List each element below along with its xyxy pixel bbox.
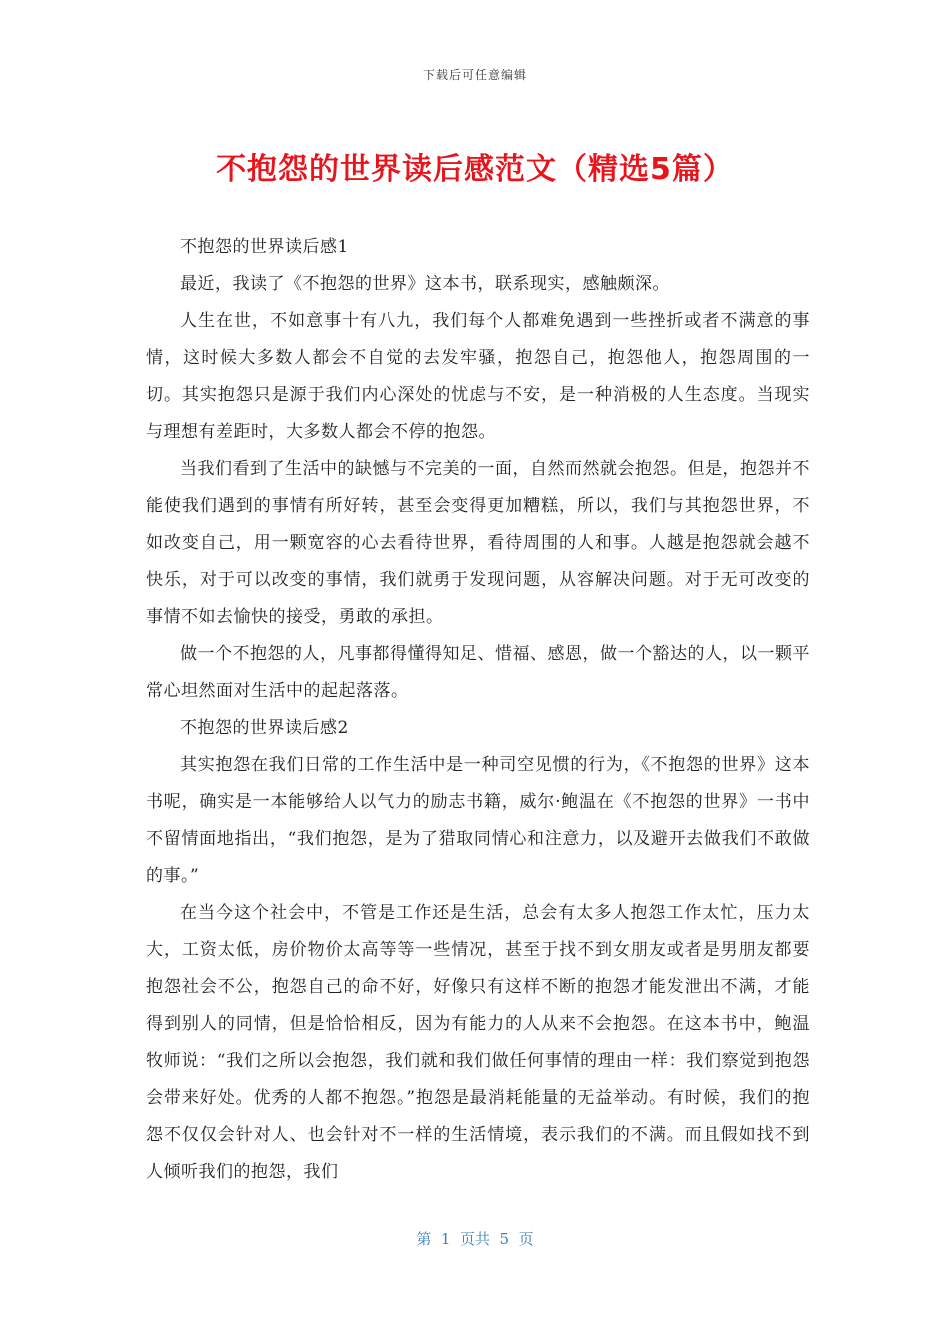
paragraph: 做一个不抱怨的人，凡事都得懂得知足、惜福、感恩，做一个豁达的人，以一颗平常心坦然面对生活中的起起落落。 [146, 644, 810, 701]
paragraph: 其实抱怨在我们日常的工作生活中是一种司空见惯的行为，《不抱怨的世界》这本书呢，确实是一本能够给人以气力的励志书籍，威尔·鲍温在《不抱怨的世界》一书中不留情面地指出，“我们抱怨，是为了猎取同情心和注意力，以及避开去做我们不敢做的事。” [146, 755, 810, 886]
paragraph: 人生在世，不如意事十有八九，我们每个人都难免遇到一些挫折或者不满意的事情，这时候大多数人都会不自觉的去发牢骚，抱怨自己，抱怨他人，抱怨周围的一切。其实抱怨只是源于我们内心深处的忧虑与不安，是一种消极的人生态度。当现实与理想有差距时，大多数人都会不停的抱怨。 [146, 311, 810, 442]
section-heading-1: 不抱怨的世界读后感1 [180, 237, 349, 257]
page-footer: 第 1 页共 5 页 [416, 1230, 534, 1248]
document-body [146, 229, 810, 1191]
section-heading-2: 不抱怨的世界读后感2 [180, 718, 349, 738]
header-note: 下载后可任意编辑 [422, 68, 527, 82]
paragraph: 在当今这个社会中，不管是工作还是生活，总会有太多人抱怨工作太忙，压力太大，工资太低，房价物价太高等等一些情况，甚至于找不到女朋友或者是男朋友都要抱怨社会不公，抱怨自己的命不好，好像只有这样不断的抱怨才能发泄出不满，才能得到别人的同情，但是恰恰相反，因为有能力的人从来不会抱怨。在这本书中，鲍温牧师说：“我们之所以会抱怨，我们就和我们做任何事情的理由一样：我们察觉到抱怨会带来好处。优秀的人都不抱怨。”抱怨是最消耗能量的无益举动。有时候，我们的抱怨不仅仅会针对人、也会针对不一样的生活情境，表示我们的不满。而且假如找不到人倾听我们的抱怨，我们 [146, 903, 810, 1182]
paragraph: 当我们看到了生活中的缺憾与不完美的一面，自然而然就会抱怨。但是，抱怨并不能使我们遇到的事情有所好转，甚至会变得更加糟糕，所以，我们与其抱怨世界，不如改变自己，用一颗宽容的心去看待世界，看待周围的人和事。人越是抱怨就会越不快乐，对于可以改变的事情，我们就勇于发现问题，从容解决问题。对于无可改变的事情不如去愉快的接受，勇敢的承担。 [146, 459, 810, 627]
document-title: 不抱怨的世界读后感范文（精选5篇） [216, 152, 734, 187]
paragraph: 最近，我读了《不抱怨的世界》这本书，联系现实，感触颇深。 [180, 274, 670, 294]
